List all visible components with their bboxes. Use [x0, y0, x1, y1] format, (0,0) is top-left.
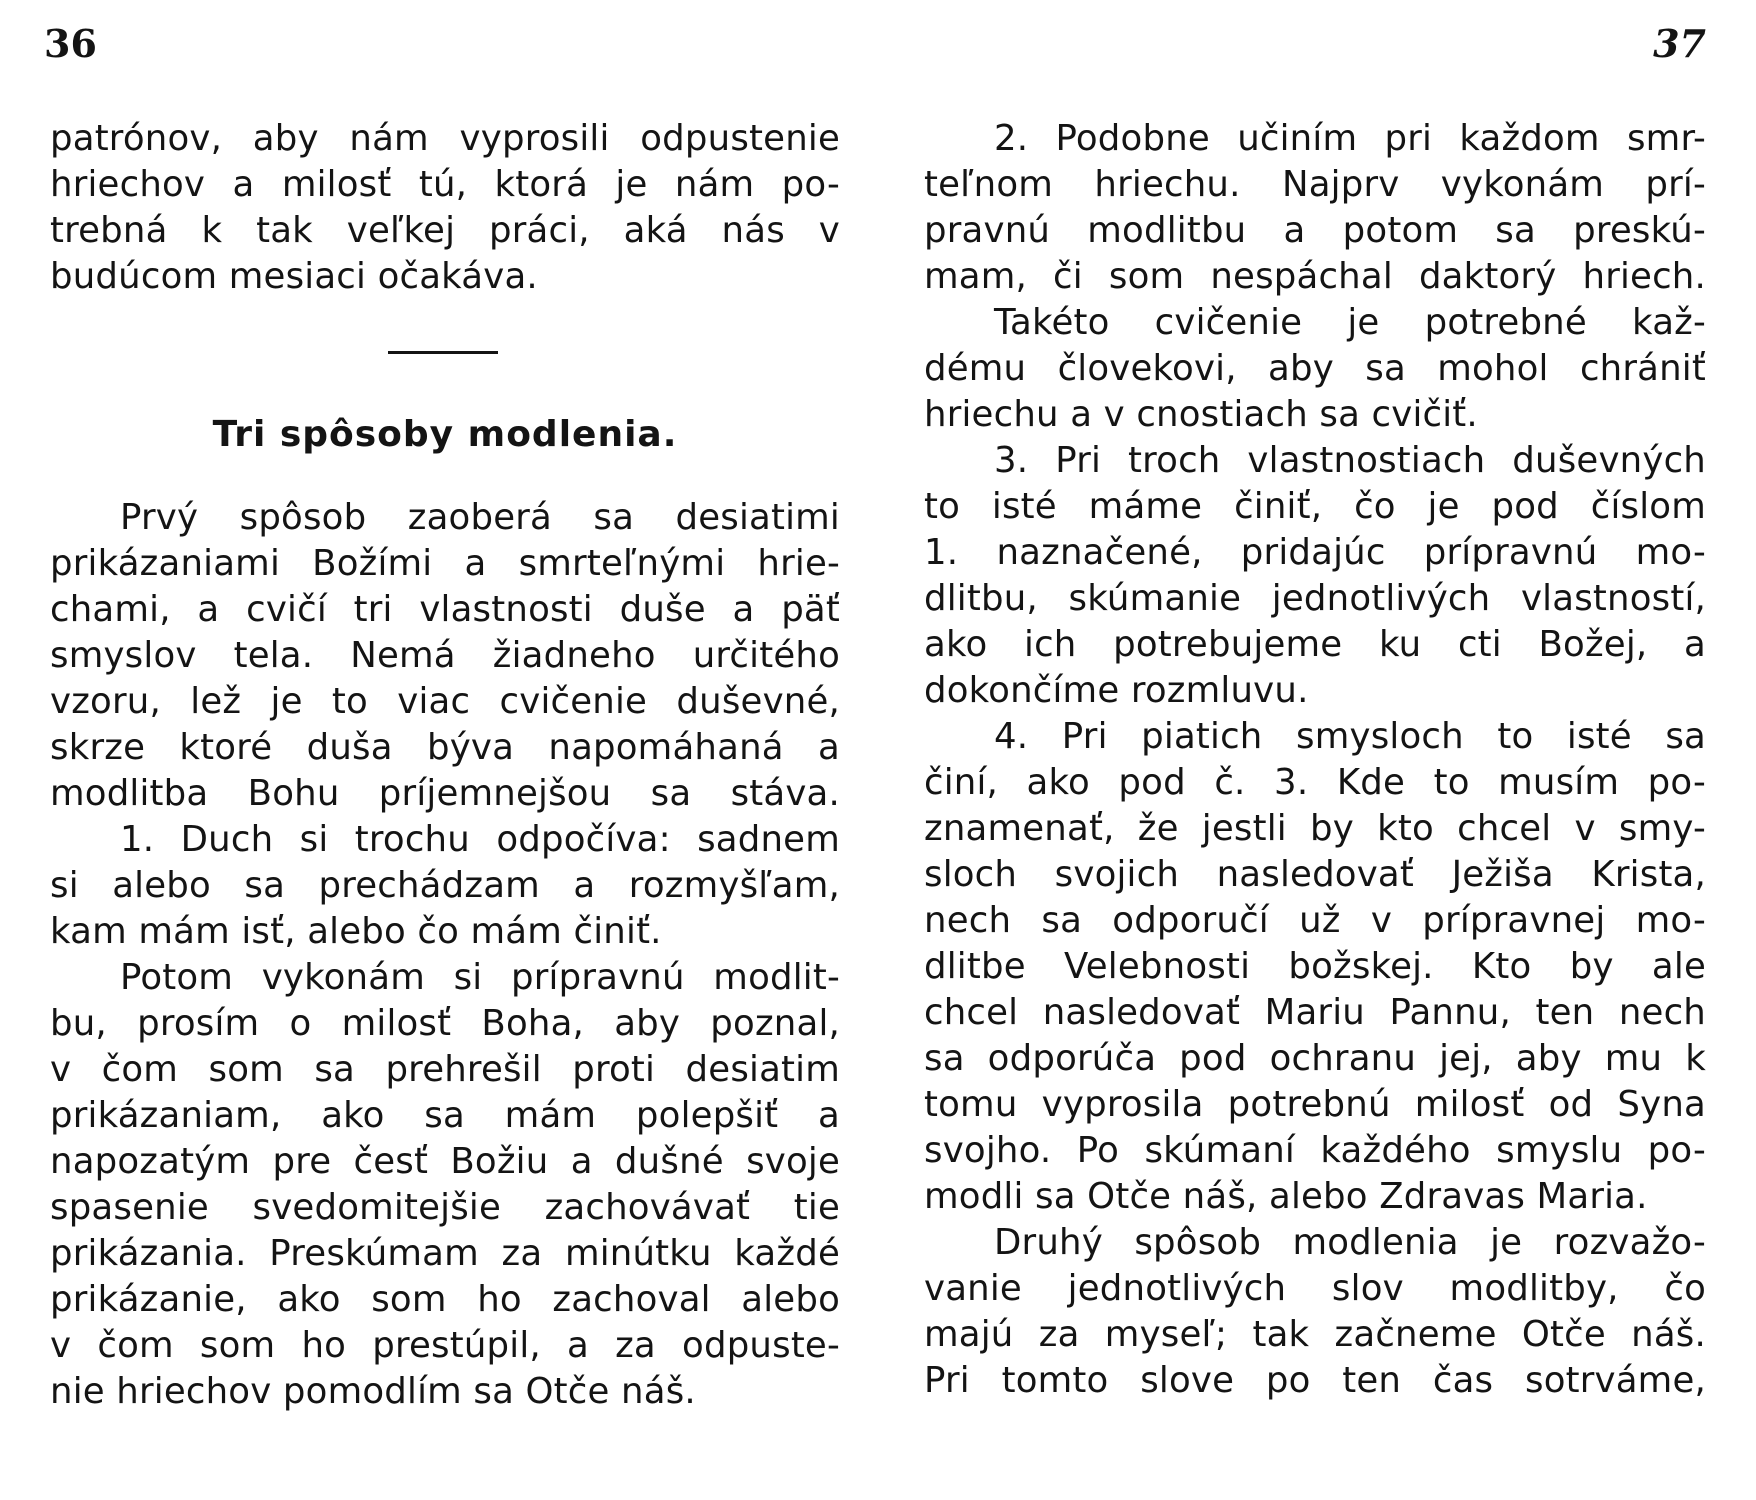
- text-line: svojho. Po skúmaní každého smyslu po-: [924, 1130, 1706, 1171]
- text-line: pravnú modlitbu a potom sa preskú-: [924, 210, 1706, 251]
- text-line: prikázanie, ako som ho zachoval alebo: [50, 1279, 840, 1320]
- text-line: Potom vykonám si prípravnú modlit-: [120, 957, 840, 998]
- text-line: vanie jednotlivých slov modlitby, čo: [924, 1268, 1706, 1309]
- text-line: chcel nasledovať Mariu Pannu, ten nech: [924, 992, 1706, 1033]
- text-line: činí, ako pod č. 3. Kde to musím po-: [924, 762, 1706, 803]
- text-line: kam mám isť, alebo čo mám činiť.: [50, 911, 662, 952]
- text-line: modli sa Otče náš, alebo Zdravas Maria.: [924, 1176, 1648, 1217]
- text-line: 2. Podobne učiním pri každom smr-: [994, 118, 1706, 159]
- text-line: v čom som sa prehrešil proti desiatim: [50, 1049, 840, 1090]
- text-line: napozatým pre česť Božiu a dušné svoje: [50, 1141, 840, 1182]
- section-body: [50, 495, 840, 1415]
- text-line: to isté máme činiť, čo je pod číslom: [924, 486, 1706, 527]
- page-number-left: 36: [44, 21, 97, 66]
- text-line: bu, prosím o milosť Boha, aby poznal,: [50, 1003, 840, 1044]
- text-line: Takéto cvičenie je potrebné kaž-: [994, 302, 1706, 343]
- text-line: hriechov a milosť tú, ktorá je nám po-: [50, 164, 840, 205]
- text-line: v čom som ho prestúpil, a za odpuste-: [50, 1325, 840, 1366]
- text-line: trebná k tak veľkej práci, aká nás v: [50, 210, 840, 251]
- text-line: nie hriechov pomodlím sa Otče náš.: [50, 1371, 696, 1412]
- text-line: sloch svojich nasledovať Ježiša Krista,: [924, 854, 1706, 895]
- text-line: skrze ktoré duša býva napomáhaná a: [50, 727, 840, 768]
- text-line: nech sa odporučí už v prípravnej mo-: [924, 900, 1706, 941]
- text-line: teľnom hriechu. Najprv vykonám prí-: [924, 164, 1706, 205]
- text-line: Druhý spôsob modlenia je rozvažo-: [994, 1222, 1706, 1263]
- page-number-right: 37: [1653, 21, 1706, 66]
- text-line: dému človekovi, aby sa mohol chrániť: [924, 348, 1706, 389]
- text-line: vzoru, lež je to viac cvičenie duševné,: [50, 681, 840, 722]
- text-line: budúcom mesiaci očakáva.: [50, 256, 538, 297]
- text-line: 3. Pri troch vlastnostiach duševných: [994, 440, 1706, 481]
- section-divider: [388, 351, 498, 354]
- text-line: prikázaniami Božími a smrteľnými hrie-: [50, 543, 840, 584]
- text-line: znamenať, že jestli by kto chcel v smy-: [924, 808, 1706, 849]
- opening-paragraph: [50, 116, 840, 300]
- text-line: prikázaniam, ako sa mám polepšiť a: [50, 1095, 840, 1136]
- text-line: 1. naznačené, pridajúc prípravnú mo-: [924, 532, 1706, 573]
- text-line: sa odporúča pod ochranu jej, aby mu k: [924, 1038, 1706, 1079]
- text-line: prikázania. Preskúmam za minútku každé: [50, 1233, 840, 1274]
- text-line: patrónov, aby nám vyprosili odpustenie: [50, 118, 840, 159]
- text-line: dokončíme rozmluvu.: [924, 670, 1309, 711]
- text-line: spasenie svedomitejšie zachovávať tie: [50, 1187, 840, 1228]
- text-line: Prvý spôsob zaoberá sa desiatimi: [120, 497, 840, 538]
- text-line: si alebo sa prechádzam a rozmyšľam,: [50, 865, 840, 906]
- text-line: dlitbe Velebnosti božskej. Kto by ale: [924, 946, 1706, 987]
- text-line: majú za myseľ; tak začneme Otče náš.: [924, 1314, 1706, 1355]
- text-line: hriechu a v cnostiach sa cvičiť.: [924, 394, 1478, 435]
- text-line: 4. Pri piatich smysloch to isté sa: [994, 716, 1706, 757]
- text-line: mam, či som nespáchal daktorý hriech.: [924, 256, 1706, 297]
- text-line: modlitba Bohu príjemnejšou sa stáva.: [50, 773, 840, 814]
- text-line: Pri tomto slove po ten čas sotrváme,: [924, 1360, 1706, 1401]
- text-line: smyslov tela. Nemá žiadneho určitého: [50, 635, 840, 676]
- right-page-body: [924, 116, 1706, 1404]
- text-line: 1. Duch si trochu odpočíva: sadnem: [120, 819, 840, 860]
- text-line: dlitbu, skúmanie jednotlivých vlastností,: [924, 578, 1706, 619]
- section-heading: Tri spôsoby modlenia.: [212, 414, 678, 455]
- text-line: chami, a cvičí tri vlastnosti duše a päť: [50, 589, 840, 630]
- right-page: [878, 0, 1756, 1500]
- text-line: ako ich potrebujeme ku cti Božej, a: [924, 624, 1706, 665]
- text-line: tomu vyprosila potrebnú milosť od Syna: [924, 1084, 1706, 1125]
